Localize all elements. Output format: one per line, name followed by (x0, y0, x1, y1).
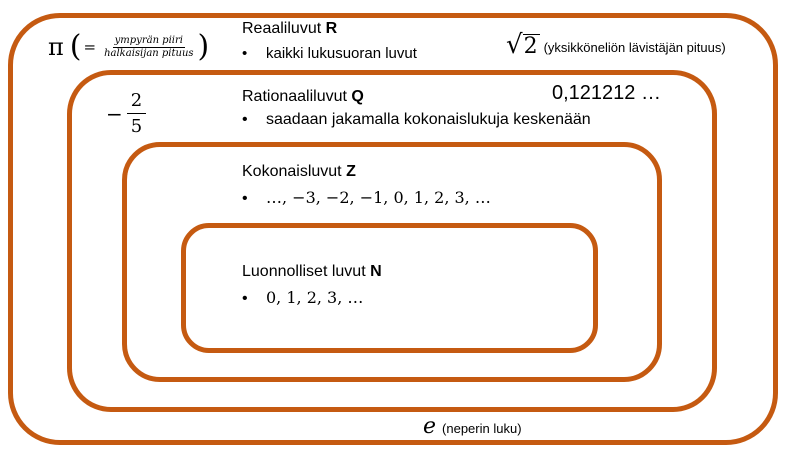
real-numbers-title (242, 20, 337, 38)
real-bullet-text: kaikki lukusuoran luvut (266, 45, 417, 62)
integer-symbol: Z (346, 163, 356, 180)
natural-numbers-bullet (242, 288, 363, 308)
integer-bullet-text: …, −3, −2, −1, 0, 1, 2, 3, … (266, 188, 491, 207)
natural-title-text: Luonnolliset luvut (242, 263, 366, 280)
equals-sign: = (83, 38, 97, 56)
negative-fraction-example (106, 90, 146, 137)
euler-caption: (neperin luku) (442, 421, 522, 436)
euler-symbol: e (423, 414, 437, 439)
integer-numbers-bullet (242, 188, 491, 208)
pi-denominator: halkaisijan pituus (104, 48, 194, 59)
real-numbers-bullet (242, 45, 417, 62)
fraction-stack (127, 90, 146, 137)
close-paren: ) (197, 29, 210, 64)
sqrt-icon: √ (506, 30, 523, 60)
bullet-dot: • (242, 190, 248, 207)
rational-numbers-bullet (242, 111, 591, 129)
natural-numbers-title (242, 263, 382, 281)
pi-example (48, 29, 210, 64)
real-title-text: Reaaliluvut (242, 20, 322, 37)
fraction-numerator: 2 (127, 90, 146, 114)
pi-numerator: ympyrän piiri (114, 35, 183, 46)
rational-title-text: Rationaaliluvut (242, 88, 347, 105)
real-symbol: R (325, 20, 338, 37)
sqrt2-example (506, 32, 726, 58)
open-paren: ( (69, 29, 82, 64)
sqrt2-caption: (yksikköneliön lävistäjän pituus) (543, 40, 726, 55)
fraction-denominator: 5 (130, 116, 143, 137)
bullet-dot: • (242, 290, 248, 307)
natural-symbol: N (370, 263, 382, 280)
natural-bullet-text: 0, 1, 2, 3, … (266, 288, 364, 307)
rational-numbers-title (242, 88, 364, 106)
integer-title-text: Kokonaisluvut (242, 163, 342, 180)
sqrt-radicand: 2 (523, 34, 538, 59)
integer-numbers-title (242, 163, 356, 181)
bullet-dot: • (242, 111, 248, 128)
repeating-decimal-example: 0,121212 … (552, 82, 661, 104)
pi-fraction (102, 35, 195, 59)
minus-sign: − (106, 101, 123, 126)
pi-symbol: π (48, 33, 64, 61)
euler-example (423, 414, 522, 439)
bullet-dot: • (242, 45, 248, 62)
rational-bullet-text: saadaan jakamalla kokonaislukuja keskenään (266, 111, 591, 128)
rational-symbol: Q (351, 88, 364, 105)
